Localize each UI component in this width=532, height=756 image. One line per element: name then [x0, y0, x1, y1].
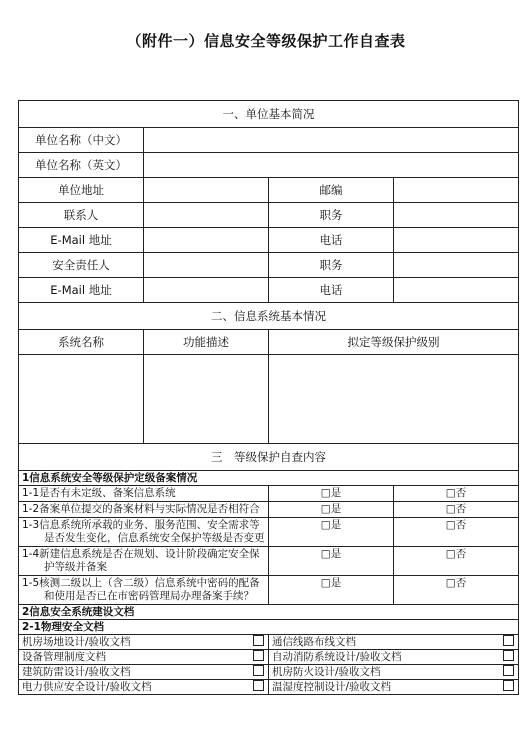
col-system-name: 系统名称 — [19, 330, 144, 355]
field-name-cn[interactable] — [144, 128, 519, 153]
field-phone2[interactable] — [394, 278, 519, 303]
doc-item: 温湿度控制设计/验收文档 — [269, 680, 519, 695]
yes-option[interactable]: □是 — [269, 547, 394, 576]
col-level: 拟定等级保护级别 — [269, 330, 519, 355]
checkbox[interactable] — [253, 635, 264, 646]
field-system-name[interactable] — [19, 355, 144, 444]
check-item-2: 1-2备案单位提交的备案材料与实际情况是否相符合 — [19, 502, 269, 518]
checkbox[interactable] — [503, 665, 514, 676]
field-position2[interactable] — [394, 253, 519, 278]
group1-heading: 1信息系统安全等级保护定级备案情况 — [19, 471, 519, 486]
label-postcode: 邮编 — [269, 178, 394, 203]
field-contact[interactable] — [144, 203, 269, 228]
check-item-5: 1-5核测二级以上（含二级）信息系统中密码的配备和使用是否已在市密码管理局办理备案手续？ — [19, 576, 269, 605]
check-item-4: 1-4新建信息系统是否在规划、设计阶段确定安全保护等级并备案 — [19, 547, 269, 576]
doc-item: 机房场地设计/验收文档 — [19, 635, 269, 650]
label-name-en: 单位名称（英文） — [19, 153, 144, 178]
field-security-officer[interactable] — [144, 253, 269, 278]
checkbox[interactable] — [253, 680, 264, 691]
page-title: （附件一）信息安全等级保护工作自查表 — [126, 32, 406, 50]
label-email: E-Mail 地址 — [19, 228, 144, 253]
yes-option[interactable]: □是 — [269, 518, 394, 547]
label-phone2: 电话 — [269, 278, 394, 303]
group2-1-heading: 2-1物理安全文档 — [19, 620, 519, 635]
section2-header: 二、信息系统基本情况 — [19, 303, 519, 330]
no-option[interactable]: □否 — [394, 547, 519, 576]
doc-item: 机房防火设计/验收文档 — [269, 665, 519, 680]
checkbox[interactable] — [503, 680, 514, 691]
check-item-1: 1-1是否有未定级、备案信息系统 — [19, 486, 269, 502]
label-address: 单位地址 — [19, 178, 144, 203]
check-item-3: 1-3信息系统所承载的业务、服务范围、安全需求等是否发生变化，信息系统安全保护等级是否变更 — [19, 518, 269, 547]
no-option[interactable]: □否 — [394, 502, 519, 518]
yes-option[interactable]: □是 — [269, 502, 394, 518]
field-address[interactable] — [144, 178, 269, 203]
label-contact: 联系人 — [19, 203, 144, 228]
no-option[interactable]: □否 — [394, 486, 519, 502]
field-position[interactable] — [394, 203, 519, 228]
group2-heading: 2信息安全系统建设文档 — [19, 605, 519, 620]
doc-item: 建筑防雷设计/验收文档 — [19, 665, 269, 680]
doc-item: 通信线路布线文档 — [269, 635, 519, 650]
yes-option[interactable]: □是 — [269, 486, 394, 502]
doc-item: 电力供应安全设计/验收文档 — [19, 680, 269, 695]
doc-item: 设备管理制度文档 — [19, 650, 269, 665]
label-position: 职务 — [269, 203, 394, 228]
no-option[interactable]: □否 — [394, 576, 519, 605]
no-option[interactable]: □否 — [394, 518, 519, 547]
field-name-en[interactable] — [144, 153, 519, 178]
field-phone[interactable] — [394, 228, 519, 253]
field-postcode[interactable] — [394, 178, 519, 203]
col-function: 功能描述 — [144, 330, 269, 355]
label-phone: 电话 — [269, 228, 394, 253]
field-level[interactable] — [269, 355, 519, 444]
field-email2[interactable] — [144, 278, 269, 303]
label-email2: E-Mail 地址 — [19, 278, 144, 303]
field-email[interactable] — [144, 228, 269, 253]
yes-option[interactable]: □是 — [269, 576, 394, 605]
label-security-officer: 安全责任人 — [19, 253, 144, 278]
checkbox[interactable] — [253, 650, 264, 661]
field-function[interactable] — [144, 355, 269, 444]
checkbox[interactable] — [503, 635, 514, 646]
label-position2: 职务 — [269, 253, 394, 278]
checkbox[interactable] — [503, 650, 514, 661]
section3-header: 三 等级保护自查内容 — [19, 444, 519, 471]
doc-item: 自动消防系统设计/验收文档 — [269, 650, 519, 665]
section1-header: 一、单位基本简况 — [19, 101, 519, 128]
label-name-cn: 单位名称（中文） — [19, 128, 144, 153]
self-check-table — [18, 100, 519, 695]
checkbox[interactable] — [253, 665, 264, 676]
